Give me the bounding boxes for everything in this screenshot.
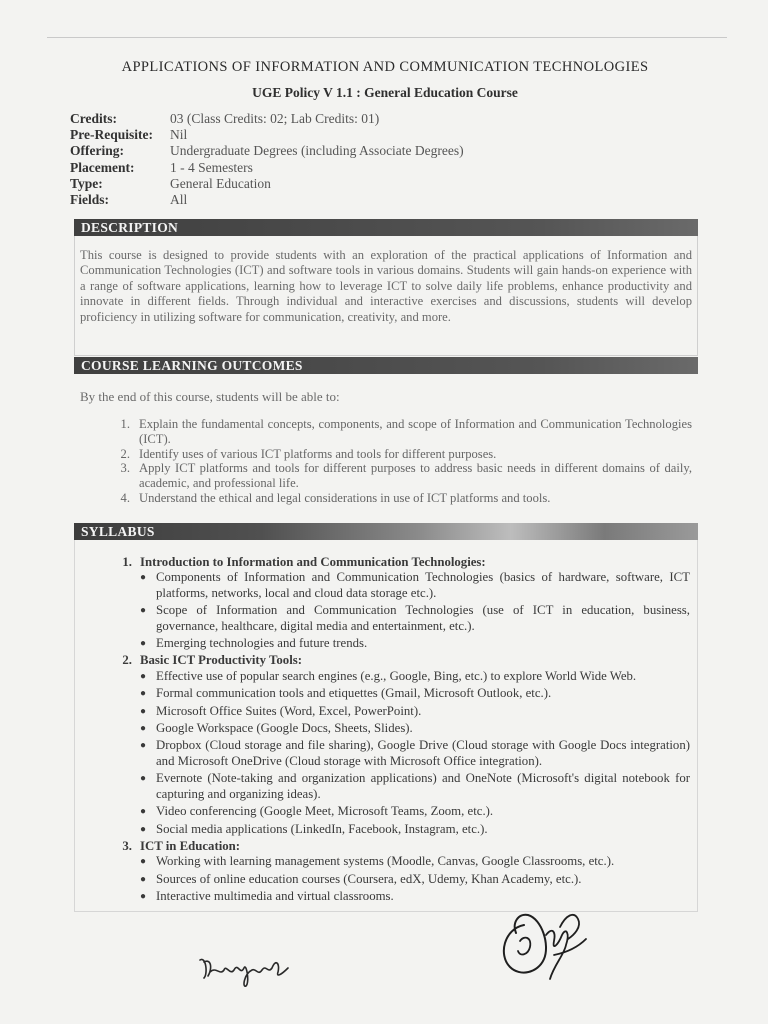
- meta-value: Nil: [170, 127, 188, 143]
- bullet-text: Sources of online education courses (Coursera, edX, Udemy, Khan Academy, etc.).: [156, 871, 582, 886]
- course-meta: [70, 111, 464, 208]
- bullet-item: [140, 686, 690, 701]
- bullet-item: [140, 872, 690, 887]
- meta-key: Offering:: [70, 143, 124, 159]
- description-heading: DESCRIPTION: [74, 219, 698, 236]
- syllabus-topic: [80, 555, 690, 570]
- topic-bullets: [80, 669, 690, 837]
- meta-key: Credits:: [70, 111, 117, 126]
- bullet-icon: ●: [140, 605, 147, 617]
- bullet-text: Scope of Information and Communication Technologies (use of ICT in education, business, governance, healthcare, digital media and entertainment, etc.).: [156, 603, 690, 633]
- bullet-icon: ●: [140, 723, 147, 735]
- bullet-icon: ●: [140, 773, 147, 785]
- bullet-text: Interactive multimedia and virtual classrooms.: [156, 889, 394, 904]
- outcome-item: [80, 447, 692, 462]
- outcome-item: [80, 461, 692, 491]
- bullet-icon: ●: [140, 856, 147, 868]
- meta-key: Pre-Requisite:: [70, 127, 153, 143]
- bullet-icon: ●: [140, 688, 147, 700]
- signature-left: [196, 950, 296, 990]
- bullet-item: [140, 822, 690, 837]
- bullet-text: Dropbox (Cloud storage and file sharing), Google Drive (Cloud storage with Google Docs integration) and Microsoft OneDrive (Cloud storage with Microsoft Office integration).: [156, 738, 690, 768]
- meta-row-type: [70, 176, 464, 192]
- signature-right: [494, 905, 604, 985]
- bullet-item: [140, 889, 690, 904]
- bullet-item: [140, 636, 690, 651]
- meta-value: All: [170, 192, 188, 208]
- bullet-item: [140, 854, 690, 869]
- bullet-text: Emerging technologies and future trends.: [156, 636, 368, 651]
- bullet-item: [140, 721, 690, 736]
- topic-bullets: [80, 854, 690, 904]
- meta-value: General Education: [170, 175, 271, 191]
- meta-row-fields: [70, 192, 464, 208]
- bullet-text: Effective use of popular search engines (e.g., Google, Bing, etc.) to explore World Wide Web.: [156, 668, 637, 683]
- outcome-text: Apply ICT platforms and tools for different purposes to address basic needs in different domains of daily, academic, and professional life.: [139, 461, 692, 491]
- bullet-icon: ●: [140, 806, 147, 818]
- description-text: This course is designed to provide students with an exploration of the practical applications of Information and Communication Technologies (ICT) and software tools in various domains. Students will gain hands-on experience with a range of software applications, learning how to leverage ICT to solve daily life problems, enhance productivity and innovate in different fields. Through individual and interactive exercises and discussions, students will develop proficiency in utilizing software for communication, creativity, and more.: [80, 248, 692, 324]
- bullet-icon: ●: [140, 572, 147, 584]
- topic-number: 1.: [122, 555, 132, 569]
- topic-title: Basic ICT Productivity Tools:: [140, 653, 303, 668]
- bullet-icon: ●: [140, 873, 147, 885]
- topic-title: ICT in Education:: [140, 838, 241, 853]
- meta-value: 1 - 4 Semesters: [170, 159, 253, 175]
- bullet-text: Evernote (Note-taking and organization applications) and OneNote (Microsoft's digital notebook for capturing and organizing ideas).: [156, 771, 690, 801]
- bullet-text: Social media applications (LinkedIn, Facebook, Instagram, etc.).: [156, 821, 488, 836]
- bullet-item: [140, 804, 690, 819]
- outcome-text: Understand the ethical and legal considerations in use of ICT platforms and tools.: [139, 490, 551, 505]
- bullet-icon: ●: [140, 891, 147, 903]
- bullet-text: Working with learning management systems (Moodle, Canvas, Google Classrooms, etc.).: [156, 854, 615, 869]
- topic-number: 3.: [122, 838, 132, 853]
- outcome-text: Explain the fundamental concepts, components, and scope of Information and Communication Technologies (ICT).: [139, 417, 692, 446]
- outcome-item: [80, 491, 692, 506]
- outcome-number: 3.: [120, 461, 130, 476]
- bullet-item: [140, 738, 690, 769]
- document-title: APPLICATIONS OF INFORMATION AND COMMUNICATION TECHNOLOGIES: [121, 59, 649, 75]
- syllabus-heading: SYLLABUS: [74, 523, 698, 540]
- meta-row-placement: [70, 160, 464, 176]
- meta-key: Placement:: [70, 159, 135, 175]
- bullet-text: Google Workspace (Google Docs, Sheets, Slides).: [156, 721, 413, 736]
- outcome-number: 4.: [120, 490, 130, 505]
- topic-bullets: [80, 570, 690, 651]
- outcome-number: 2.: [120, 446, 130, 461]
- syllabus-topic: [80, 839, 690, 854]
- outcome-text: Identify uses of various ICT platforms and tools for different purposes.: [139, 446, 497, 461]
- outcome-number: 1.: [120, 417, 130, 431]
- meta-row-offering: [70, 143, 464, 159]
- bullet-icon: ●: [140, 638, 147, 650]
- bullet-text: Microsoft Office Suites (Word, Excel, PowerPoint).: [156, 703, 422, 718]
- topic-number: 2.: [122, 653, 132, 668]
- syllabus-content: [80, 555, 690, 907]
- bullet-icon: ●: [140, 670, 147, 682]
- bullet-text: Components of Information and Communication Technologies (basics of hardware, software, ICT platforms, networks, local and cloud data storage etc.).: [156, 570, 690, 600]
- bullet-text: Video conferencing (Google Meet, Microsoft Teams, Zoom, etc.).: [156, 804, 494, 819]
- bullet-icon: ●: [140, 823, 147, 835]
- outcomes-intro: By the end of this course, students will be able to:: [80, 389, 340, 404]
- bullet-item: [140, 669, 690, 684]
- bullet-item: [140, 704, 690, 719]
- meta-row-credits: [70, 111, 464, 127]
- meta-value: Undergraduate Degrees (including Associate Degrees): [170, 143, 464, 159]
- bullet-icon: ●: [140, 740, 147, 752]
- outcome-item: [80, 417, 692, 447]
- outcomes-list: [80, 417, 692, 506]
- meta-value: 03 (Class Credits: 02; Lab Credits: 01): [170, 111, 380, 126]
- meta-key: Fields:: [70, 192, 109, 208]
- topic-title: Introduction to Information and Communication Technologies:: [140, 555, 486, 569]
- bullet-text: Formal communication tools and etiquettes (Gmail, Microsoft Outlook, etc.).: [156, 686, 552, 701]
- top-rule: [47, 37, 727, 38]
- meta-key: Type:: [70, 175, 103, 191]
- document-subtitle: UGE Policy V 1.1 : General Education Course: [252, 85, 518, 100]
- bullet-item: [140, 603, 690, 634]
- meta-row-prerequisite: [70, 127, 464, 143]
- bullet-icon: ●: [140, 705, 147, 717]
- outcomes-heading: COURSE LEARNING OUTCOMES: [74, 357, 698, 374]
- bullet-item: [140, 771, 690, 802]
- syllabus-topic: [80, 653, 690, 668]
- bullet-item: [140, 570, 690, 601]
